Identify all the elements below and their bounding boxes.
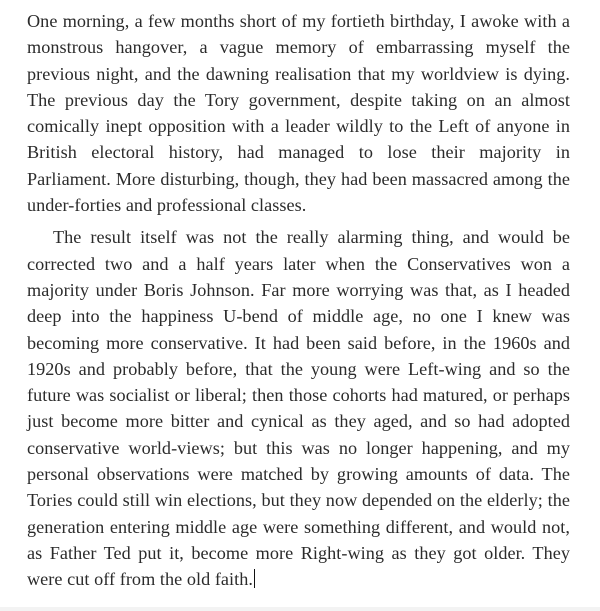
paragraph-1[interactable]: One morning, a few months short of my fortieth birthday, I awoke with a monstrous hangover, a vague memory of embarrassing myself the previous night, and the dawning realisation that my worldview is dying. The previous day the Tory government, despite taking on an almost comically inept opposition with a leader wildly to the Left of anyone in British electoral history, had managed to lose their majority in Parliament. More disturbing, though, they had been massacred among the under-forties and professional classes.	[27, 11, 570, 216]
paragraph-2-text[interactable]: The result itself was not the really alarming thing, and would be corrected two and a half years later when the Conservatives won a majority under Boris Johnson. Far more worrying was that, as I headed deep into the happiness U-bend of middle age, no one I knew was becoming more conservative. It had been said before, in the 1960s and 1920s and probably before, that the young were Left-wing and so the future was socialist or liberal; then those cohorts had matured, or perhaps just become more bitter and cynical as they aged, and so had adopted conservative world-views; but this was no longer happening, and my personal observations were matched by growing amounts of data. The Tories could still win elections, but they now depended on the elderly; the generation entering middle age were something different, and would not, as Father Ted put it, become more Right-wing as they got older. They were cut off from the old faith.	[27, 227, 570, 590]
text-cursor	[254, 569, 255, 588]
paragraph-2[interactable]	[27, 224, 570, 592]
document-body[interactable]	[27, 8, 570, 593]
page-bottom-edge	[0, 607, 600, 611]
